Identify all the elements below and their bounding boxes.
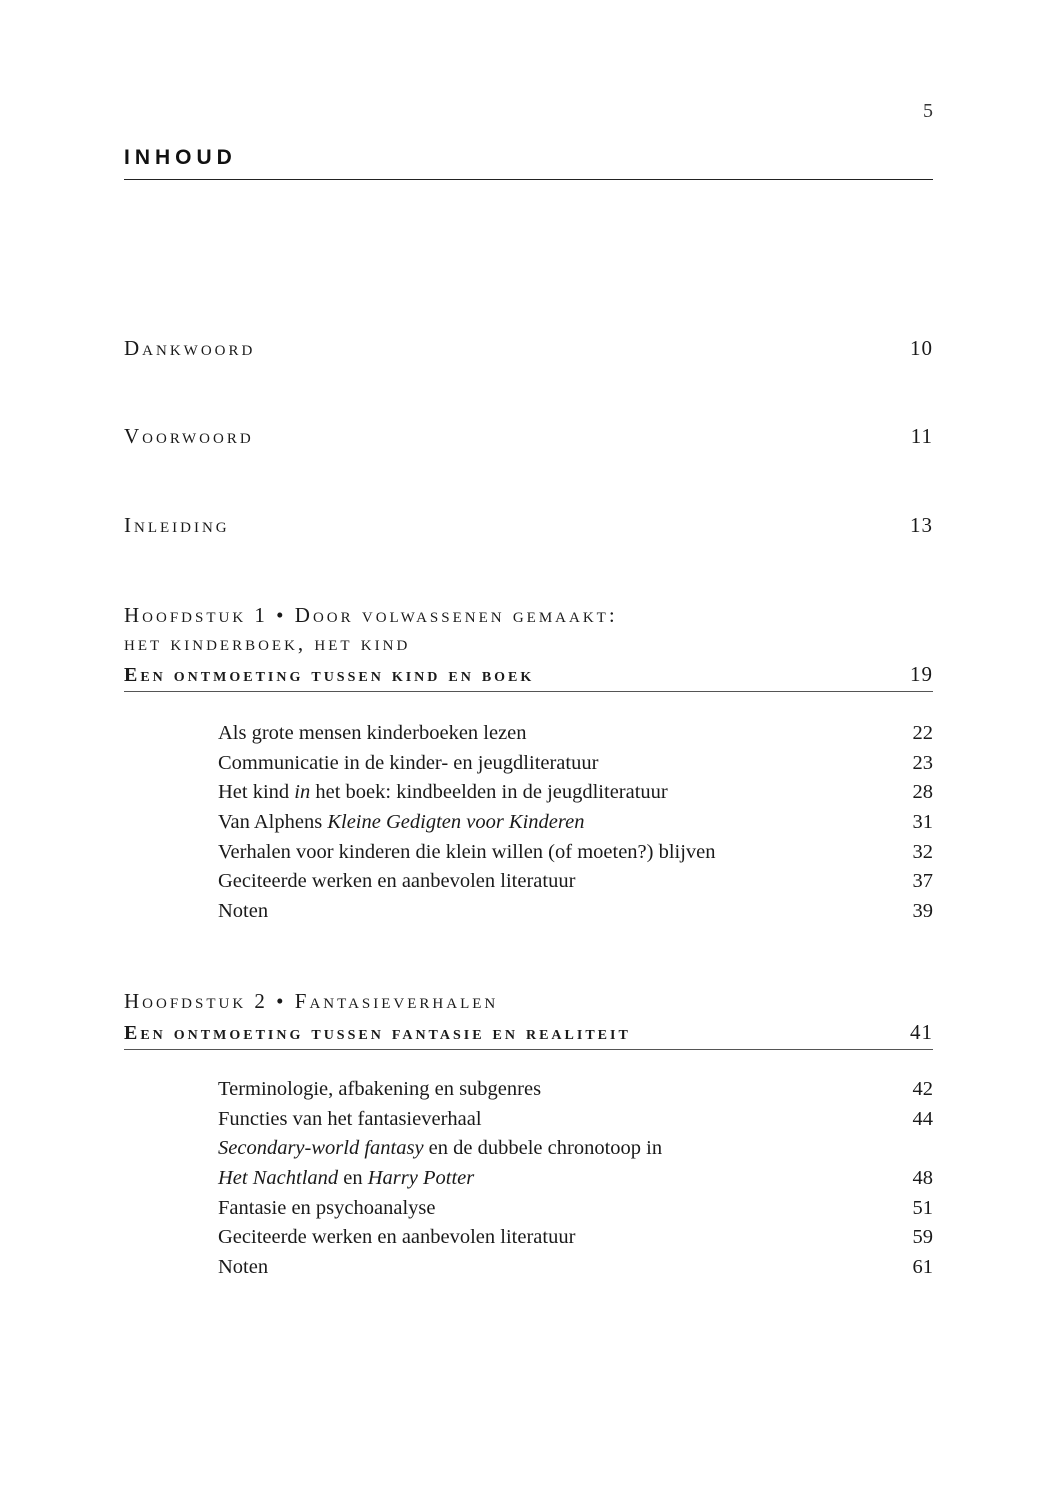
toc-entry-page: 10: [910, 336, 933, 360]
chapter-subtitle-row: [124, 657, 933, 692]
section-page: 32: [912, 840, 933, 863]
chapter-kicker-line: Hoofdstuk 2 • Fantasieverhalen: [124, 989, 499, 1013]
title-rule: [124, 179, 933, 180]
chapter-subtitle-row: [124, 1015, 933, 1050]
toc-title: INHOUD: [124, 146, 237, 169]
section-page: 59: [912, 1226, 933, 1249]
toc-entry-voorwoord[interactable]: [124, 424, 933, 452]
toc-section[interactable]: [218, 897, 933, 927]
section-page: 61: [912, 1256, 933, 1279]
toc-section[interactable]: [218, 719, 933, 749]
toc-section[interactable]: [218, 838, 933, 868]
toc-section[interactable]: [218, 1253, 933, 1283]
section-title: Terminologie, afbakening en subgenres: [218, 1078, 542, 1100]
toc-entry-page: 13: [910, 513, 933, 537]
section-page: 48: [912, 1167, 933, 1190]
toc-section[interactable]: [218, 867, 933, 897]
section-page: 23: [912, 751, 933, 774]
section-page: 42: [912, 1078, 933, 1100]
section-page: 39: [912, 900, 933, 923]
chapter-2-sections: [218, 1075, 933, 1283]
chapter-2-heading[interactable]: [124, 987, 933, 1050]
chapter-1-sections: [218, 719, 933, 927]
toc-section[interactable]: [218, 808, 933, 838]
toc-section[interactable]: [218, 1075, 933, 1105]
section-title: Het Nachtland en Harry Potter: [218, 1167, 475, 1190]
section-title: Fantasie en psychoanalyse: [218, 1196, 436, 1219]
toc-section[interactable]: [218, 1105, 933, 1135]
page-number: 5: [923, 100, 933, 122]
chapter-page: 19: [910, 662, 933, 686]
toc-section[interactable]: [218, 778, 933, 808]
section-title: Communicatie in de kinder- en jeugdliteratuur: [218, 751, 599, 774]
section-title: Geciteerde werken en aanbevolen literatuur: [218, 870, 576, 893]
section-page: 31: [912, 811, 933, 834]
section-title: Noten: [218, 900, 269, 923]
chapter-subtitle: Een ontmoeting tussen fantasie en realiteit: [124, 1022, 631, 1044]
toc-section[interactable]: [218, 749, 933, 779]
chapter-page: 41: [910, 1020, 933, 1044]
section-title: Geciteerde werken en aanbevolen literatuur: [218, 1226, 576, 1249]
toc-entry-label: Dankwoord: [124, 336, 256, 360]
section-page: 22: [912, 722, 933, 744]
chapter-kicker-line: het kinderboek, het kind: [124, 631, 411, 655]
toc-section[interactable]: [218, 1134, 933, 1164]
toc-section[interactable]: [218, 1164, 933, 1194]
section-title: Verhalen voor kinderen die klein willen (of moeten?) blijven: [218, 840, 716, 863]
section-page: 28: [912, 781, 933, 804]
section-title: Het kind in het boek: kindbeelden in de jeugdliteratuur: [218, 781, 668, 804]
section-title: Als grote mensen kinderboeken lezen: [218, 722, 527, 744]
chapter-subtitle: Een ontmoeting tussen kind en boek: [124, 664, 535, 686]
toc-entry-label: Inleiding: [124, 513, 230, 537]
section-title: Noten: [218, 1256, 269, 1279]
toc-entry-inleiding[interactable]: [124, 513, 933, 541]
section-page: 51: [912, 1196, 933, 1219]
chapter-kicker-line: Hoofdstuk 1 • Door volwassenen gemaakt:: [124, 603, 618, 627]
toc-entry-label: Voorwoord: [124, 424, 254, 448]
chapter-1-heading[interactable]: [124, 601, 933, 692]
toc-entry-page: 11: [910, 424, 933, 448]
section-title: Functies van het fantasieverhaal: [218, 1107, 482, 1130]
toc-section[interactable]: [218, 1194, 933, 1224]
toc-entry-dankwoord[interactable]: [124, 336, 933, 364]
toc-section[interactable]: [218, 1223, 933, 1253]
section-page: 44: [912, 1107, 933, 1130]
section-page: 37: [912, 870, 933, 893]
section-title: Secondary-world fantasy en de dubbele chronotoop in: [218, 1137, 663, 1160]
section-title: Van Alphens Kleine Gedigten voor Kinderen: [218, 811, 585, 834]
